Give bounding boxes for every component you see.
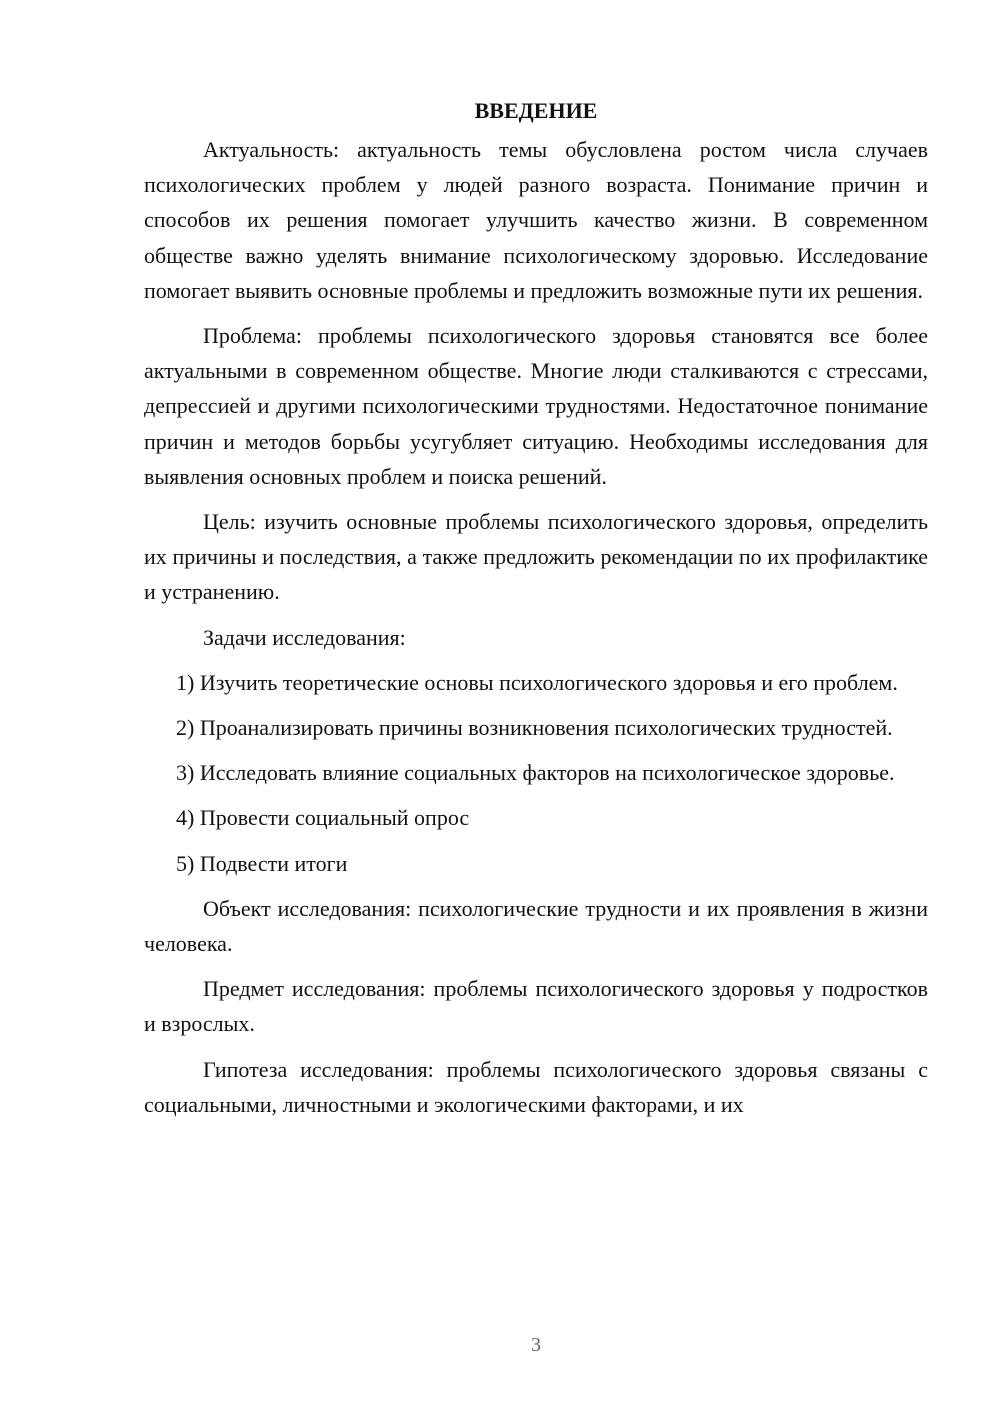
list-item-task-4: 4) Провести социальный опрос — [176, 805, 470, 831]
paragraph-relevance: Актуальность: актуальность темы обусловлена ростом числа случаев психологических проблем у людей разного возраста. Понимание причин и способов их решения помогает улучшить качество жизни. В современном обществе важно уделять внимание психологическому здоровью. Исследование помогает выявить основные проблемы и предложить возможные пути их решения. — [144, 137, 928, 303]
list-item-task-3: 3) Исследовать влияние социальных факторов на психологическое здоровье. — [176, 760, 895, 786]
paragraph-problem: Проблема: проблемы психологического здоровья становятся все более актуальными в современном обществе. Многие люди сталкиваются с стрессами, депрессией и другими психологическими трудностями. Недостаточное понимание причин и методов борьбы усугубляет ситуацию. Необходимы исследования для выявления основных проблем и поиска решений. — [144, 323, 928, 489]
paragraph-tasks-heading: Задачи исследования: — [203, 624, 406, 650]
page-number: 3 — [531, 1334, 541, 1356]
list-item-task-1: 1) Изучить теоретические основы психологического здоровья и его проблем. — [176, 669, 898, 695]
list-item-task-5: 5) Подвести итоги — [176, 850, 348, 876]
paragraph-subject: Предмет исследования: проблемы психологического здоровья у подростков и взрослых. — [144, 976, 928, 1037]
paragraph-object: Объект исследования: психологические трудности и их проявления в жизни человека. — [144, 895, 928, 957]
paragraph-hypothesis: Гипотеза исследования: проблемы психологического здоровья связаны с социальными, личностными и экологическими факторами, и их — [144, 1056, 928, 1117]
list-item-task-2: 2) Проанализировать причины возникновения психологических трудностей. — [176, 715, 893, 741]
document-page — [144, 96, 928, 1132]
section-title: ВВЕДЕНИЕ — [474, 98, 598, 123]
paragraph-goal: Цель: изучить основные проблемы психологического здоровья, определить их причины и последствия, а также предложить рекомендации по их профилактике и устранению. — [144, 509, 928, 605]
